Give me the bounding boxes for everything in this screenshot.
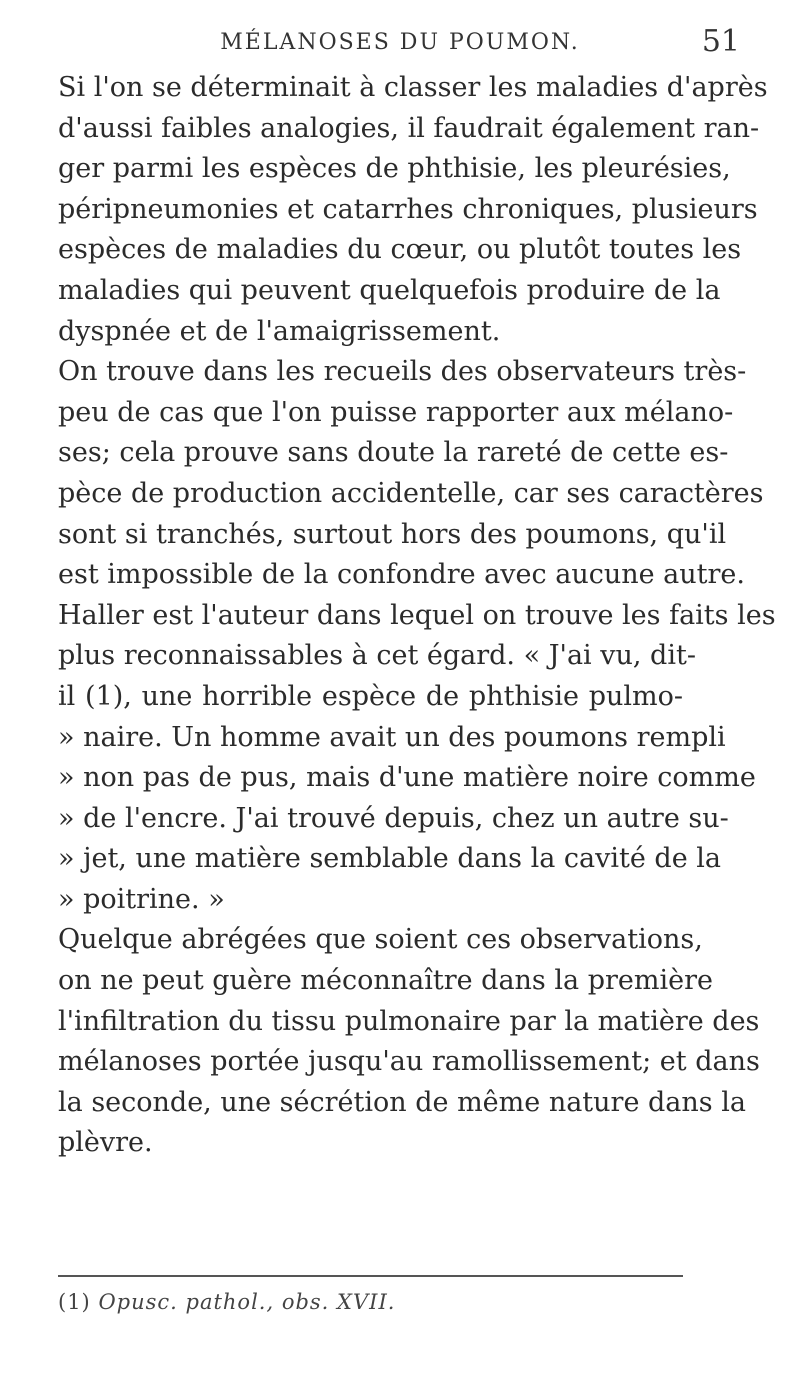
text-line: dyspnée et de l'amaigrissement. [58, 315, 501, 347]
text-line: pèce de production accidentelle, car ses caractères [58, 477, 764, 509]
text-line: » jet, une matière semblable dans la cavité de la [58, 843, 721, 875]
text-line: » de l'encre. J'ai trouvé depuis, chez un autre su- [58, 802, 729, 834]
page-number: 51 [701, 24, 740, 59]
text-line: on ne peut guère méconnaître dans la première [58, 965, 713, 997]
body-text [58, 68, 776, 1164]
text-line: mélanoses portée jusqu'au ramollissement; et dans [58, 1046, 760, 1078]
text-line: plus reconnaissables à cet égard. « J'ai vu, dit- [58, 640, 696, 672]
text-line: » naire. Un homme avait un des poumons rempli [58, 721, 726, 753]
text-line: d'aussi faibles analogies, il faudrait également ran- [58, 112, 760, 144]
text-line: Quelque abrégées que soient ces observations, [58, 924, 703, 956]
text-line: ses; cela prouve sans doute la rareté de cette es- [58, 437, 729, 469]
text-line: Haller est l'auteur dans lequel on trouve les faits les [58, 599, 776, 631]
text-line: l'infiltration du tissu pulmonaire par la matière des [58, 1005, 760, 1037]
text-line: On trouve dans les recueils des observateurs très- [58, 356, 747, 388]
text-line: il (1), une horrible espèce de phthisie pulmo- [58, 680, 683, 712]
running-title: MÉLANOSES DU POUMON. [220, 30, 580, 55]
footnote-rule [58, 1275, 683, 1277]
text-line: la seconde, une sécrétion de même nature dans la [58, 1086, 746, 1118]
text-line: ger parmi les espèces de phthisie, les pleurésies, [58, 153, 731, 185]
text-line: sont si tranchés, surtout hors des poumons, qu'il [58, 518, 727, 550]
footnote [58, 1290, 683, 1314]
text-line: » non pas de pus, mais d'une matière noire comme [58, 762, 756, 794]
text-line: espèces de maladies du cœur, ou plutôt toutes les [58, 234, 742, 266]
text-line: plèvre. [58, 1127, 153, 1159]
footnote-marker: (1) [58, 1290, 91, 1314]
text-line: peu de cas que l'on puisse rapporter aux mélano- [58, 396, 734, 428]
text-line: est impossible de la confondre avec aucune autre. [58, 559, 745, 591]
text-line: maladies qui peuvent quelquefois produire de la [58, 274, 721, 306]
text-line: » poitrine. » [58, 883, 225, 915]
running-head [60, 24, 740, 70]
footnote-text: Opusc. pathol., obs. XVII. [98, 1290, 396, 1314]
text-line: péripneumonies et catarrhes chroniques, plusieurs [58, 193, 758, 225]
text-line: Si l'on se déterminait à classer les maladies d'après [58, 72, 768, 103]
